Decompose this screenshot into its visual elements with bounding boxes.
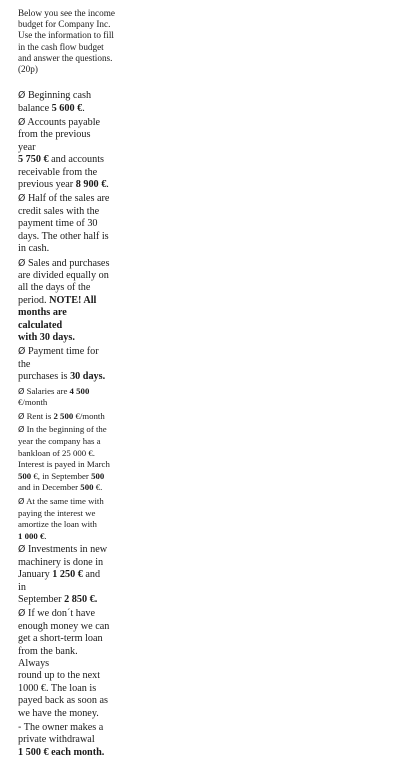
text-run: from the previous year	[18, 129, 91, 153]
text-run: balance	[18, 102, 52, 114]
bullet-icon: Ø	[18, 257, 26, 269]
bold-figure: 1 500 € each month.	[18, 746, 105, 758]
text-run: previous year	[18, 179, 76, 191]
bullet-icon: Ø	[18, 495, 25, 506]
assumption-item	[18, 544, 110, 606]
assumption-line	[18, 103, 110, 115]
text-run: amortize the loan with	[18, 519, 97, 530]
text-run: receivable from the	[18, 166, 98, 178]
text-run: €/month	[73, 410, 105, 421]
text-run: September	[18, 593, 65, 605]
assumption-item	[18, 496, 110, 542]
intro-line: in the cash flow budget	[18, 41, 104, 52]
text-run: from the bank. Always	[18, 645, 78, 669]
text-run: bankloan of 25 000 €.	[18, 447, 95, 458]
intro-line: budget for Company Inc.	[18, 19, 111, 30]
assumption-line	[18, 531, 110, 543]
text-run: round up to the next	[18, 670, 101, 682]
assumption-line	[18, 167, 110, 179]
assumption-item	[18, 411, 110, 423]
text-run: enough money we can	[18, 620, 110, 632]
text-run: Salaries are	[26, 385, 70, 396]
text-run: 1000 €. The loan is	[18, 682, 97, 694]
assumption-line	[18, 386, 110, 398]
assumption-line	[18, 459, 110, 471]
bold-figure: with 30 days.	[18, 331, 75, 343]
bullet-icon: Ø	[18, 90, 26, 102]
assumption-line	[18, 206, 110, 218]
text-run: purchases is	[18, 371, 71, 383]
assumption-item	[18, 90, 110, 115]
bold-figure: NOTE! All	[49, 294, 97, 306]
assumption-item	[18, 424, 110, 494]
text-run: January	[18, 569, 53, 581]
bold-figure: 1 000 €	[18, 530, 45, 541]
text-run: At the same time with	[26, 495, 104, 506]
assumption-line	[18, 270, 110, 282]
assumption-line	[18, 218, 110, 230]
text-run: year the company has a	[18, 435, 101, 446]
text-run: If we don´t have	[27, 608, 95, 620]
assumption-line	[18, 608, 110, 620]
bold-figure: 500	[18, 470, 32, 481]
bullet-icon: Ø	[18, 346, 26, 358]
assumption-item	[18, 608, 110, 720]
assumption-line	[18, 594, 110, 606]
assumption-line	[18, 683, 110, 695]
assumption-line	[18, 471, 110, 483]
bold-figure: months are calculated	[18, 307, 67, 331]
assumption-line	[18, 179, 110, 191]
assumption-line	[18, 482, 110, 494]
assumption-line	[18, 424, 110, 436]
bullet-icon: Ø	[18, 193, 26, 205]
text-run: Investments in new	[27, 544, 108, 556]
assumption-line	[18, 695, 110, 707]
assumption-line	[18, 633, 110, 645]
assumption-line	[18, 129, 110, 154]
assumption-line	[18, 371, 110, 383]
assumption-line	[18, 436, 110, 448]
text-run: Interest is payed in March	[18, 459, 110, 470]
intro-line: Use the information to fill	[18, 30, 114, 41]
assumption-line	[18, 448, 110, 460]
assumption-line	[18, 295, 110, 307]
text-run: get a short-term loan	[18, 633, 103, 645]
assumption-item	[18, 258, 110, 345]
bold-figure: 2 850 €.	[64, 593, 98, 605]
text-run: in cash.	[18, 243, 50, 255]
text-run: all the days of the	[18, 282, 91, 294]
text-run: payment time of 30	[18, 218, 98, 230]
text-run: .	[44, 530, 47, 541]
assumption-item	[18, 117, 110, 191]
text-run: Rent is	[26, 410, 54, 421]
assumption-line	[18, 117, 110, 129]
text-run: Half of the sales are	[27, 193, 110, 205]
assumption-line	[18, 569, 110, 594]
bold-figure: 5 750 €	[18, 154, 49, 166]
assumption-line	[18, 544, 110, 556]
text-run: we have the money.	[18, 707, 99, 719]
assumption-line	[18, 519, 110, 531]
text-run: private withdrawal	[18, 734, 95, 746]
bullet-icon: Ø	[18, 385, 25, 396]
bold-figure: 1 250 €	[52, 569, 83, 581]
dash-marker: -	[18, 721, 22, 733]
assumption-line	[18, 411, 110, 423]
assumption-line	[18, 307, 110, 332]
text-run: payed back as soon as	[18, 695, 108, 707]
text-run: paying the interest we	[18, 507, 96, 518]
text-run: .	[82, 102, 85, 114]
assumption-line	[18, 346, 110, 371]
bold-figure: 5 600 €	[51, 102, 83, 114]
bullet-icon: Ø	[18, 608, 26, 620]
assumption-line	[18, 154, 110, 166]
assumption-line	[18, 670, 110, 682]
text-run: .	[106, 179, 109, 191]
assumption-item	[18, 722, 110, 759]
assumption-line	[18, 258, 110, 270]
bold-figure: 8 900 €	[75, 179, 107, 191]
text-run: Accounts payable	[27, 117, 101, 129]
text-run: are divided equally on	[18, 269, 109, 281]
assumption-line	[18, 231, 110, 243]
text-run: Payment time for the	[18, 346, 99, 370]
text-run: €/month	[18, 397, 48, 408]
document-body	[18, 8, 118, 761]
text-run: period.	[18, 294, 50, 306]
bold-figure: 2 500	[53, 410, 74, 421]
bullet-icon: Ø	[18, 117, 26, 129]
bullet-icon: Ø	[18, 424, 25, 435]
assumption-line	[18, 282, 110, 294]
assumption-line	[18, 496, 110, 508]
assumption-line	[18, 243, 110, 255]
text-run: days. The other half is	[18, 230, 109, 242]
bullet-icon: Ø	[18, 410, 25, 421]
bullet-icon: Ø	[18, 544, 26, 556]
assumption-line	[18, 90, 110, 102]
bold-figure: 500	[91, 470, 105, 481]
assumption-line	[18, 722, 110, 734]
assumption-line	[18, 193, 110, 205]
text-run: €.	[93, 482, 103, 493]
text-run: credit sales with the	[18, 205, 100, 217]
assumption-line	[18, 557, 110, 569]
assumption-line	[18, 734, 110, 746]
text-run: Sales and purchases	[27, 257, 110, 269]
assumption-line	[18, 508, 110, 520]
text-run: machinery is done in	[18, 556, 104, 568]
assumption-line	[18, 621, 110, 633]
assumption-line	[18, 397, 110, 409]
intro-points: (20p)	[18, 64, 38, 75]
bold-figure: 4 500	[69, 385, 90, 396]
assumption-item	[18, 346, 110, 383]
text-run: In the beginning of the	[26, 424, 107, 435]
assumption-item	[18, 386, 110, 409]
text-run: and in	[18, 569, 101, 593]
intro-paragraph	[18, 8, 116, 75]
assumption-item	[18, 193, 110, 255]
text-run: and in December	[18, 482, 81, 493]
assumption-line	[18, 747, 110, 759]
bold-figure: 30 days.	[70, 371, 106, 383]
intro-line: Below you see the income	[18, 8, 115, 18]
assumption-line	[18, 646, 110, 671]
assumption-line	[18, 332, 110, 344]
bold-figure: 500	[80, 482, 94, 493]
assumption-line	[18, 708, 110, 720]
text-run: Beginning cash	[27, 90, 92, 102]
text-run: €, in September	[31, 470, 92, 481]
text-run: The owner makes a	[23, 721, 104, 733]
text-run: and accounts	[48, 154, 105, 166]
intro-line: and answer the questions.	[18, 52, 113, 63]
assumptions-list	[18, 90, 118, 759]
